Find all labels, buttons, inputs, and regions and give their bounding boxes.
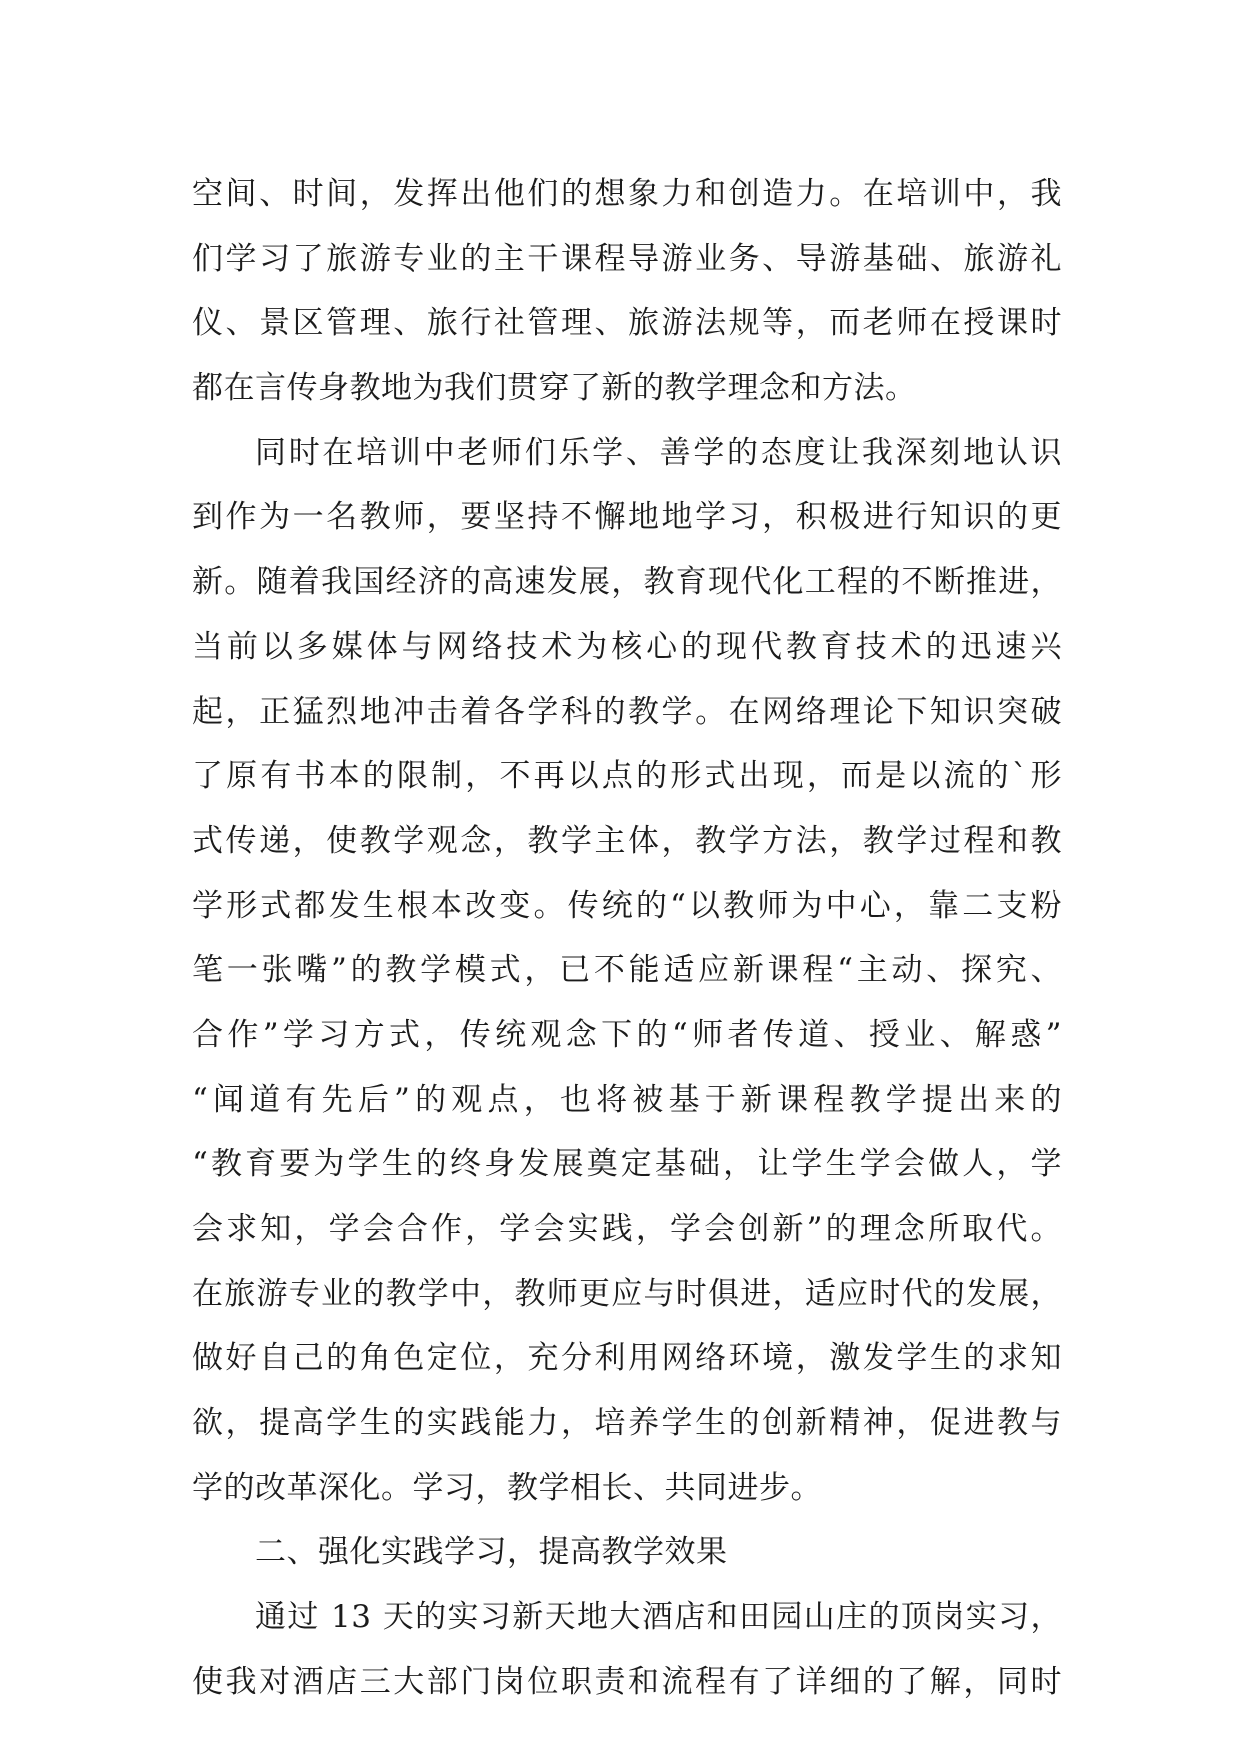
text-line: 了原有书本的限制，不再以点的形式出现，而是以流的`形 — [192, 758, 1062, 795]
text-line: 做好自己的角色定位，充分利用网络环境，激发学生的求知 — [192, 1340, 1062, 1377]
text-line: 学的改革深化。学习，教学相长、共同进步。 — [192, 1469, 822, 1506]
text-line: “闻道有先后”的观点，也将被基于新课程教学提出来的 — [192, 1081, 1062, 1118]
text-line: 新。随着我国经济的高速发展，教育现代化工程的不断推进， — [192, 564, 1062, 601]
text-line: 仪、景区管理、旅行社管理、旅游法规等，而老师在授课时 — [192, 305, 1062, 342]
section-heading: 二、强化实践学习，提高教学效果 — [255, 1534, 728, 1571]
text-line: 学形式都发生根本改变。传统的“以教师为中心，靠二支粉 — [192, 887, 1062, 924]
text-line: 会求知，学会合作，学会实践，学会创新”的理念所取代。 — [192, 1211, 1062, 1247]
text-line: 式传递，使教学观念，教学主体，教学方法，教学过程和教 — [192, 822, 1062, 859]
text-line: 都在言传身教地为我们贯穿了新的教学理念和方法。 — [192, 370, 917, 407]
text-line: 空间、时间，发挥出他们的想象力和创造力。在培训中，我 — [192, 176, 1062, 212]
text-line: 欲，提高学生的实践能力，培养学生的创新精神，促进教与 — [192, 1405, 1062, 1442]
paragraph-first-line: 通过 13 天的实习新天地大酒店和田园山庄的顶岗实习， — [255, 1599, 1062, 1636]
paragraph-first-line: 同时在培训中老师们乐学、善学的态度让我深刻地认识 — [255, 434, 1062, 471]
text-line: 到作为一名教师，要坚持不懈地地学习，积极进行知识的更 — [192, 499, 1062, 536]
text-line: 合作”学习方式，传统观念下的“师者传道、授业、解惑” — [192, 1016, 1062, 1053]
text-line: 起，正猛烈地冲击着各学科的教学。在网络理论下知识突破 — [192, 693, 1062, 730]
text-line: 使我对酒店三大部门岗位职责和流程有了详细的了解，同时 — [192, 1663, 1062, 1700]
text-line: “教育要为学生的终身发展奠定基础，让学生学会做人，学 — [192, 1146, 1062, 1183]
text-line: 在旅游专业的教学中，教师更应与时俱进，适应时代的发展， — [192, 1275, 1062, 1312]
text-line: 当前以多媒体与网络技术为核心的现代教育技术的迅速兴 — [192, 628, 1062, 665]
text-line: 笔一张嘴”的教学模式，已不能适应新课程“主动、探究、 — [192, 952, 1062, 989]
text-line: 们学习了旅游专业的主干课程导游业务、导游基础、旅游礼 — [192, 240, 1062, 277]
body-text — [192, 162, 1062, 1715]
